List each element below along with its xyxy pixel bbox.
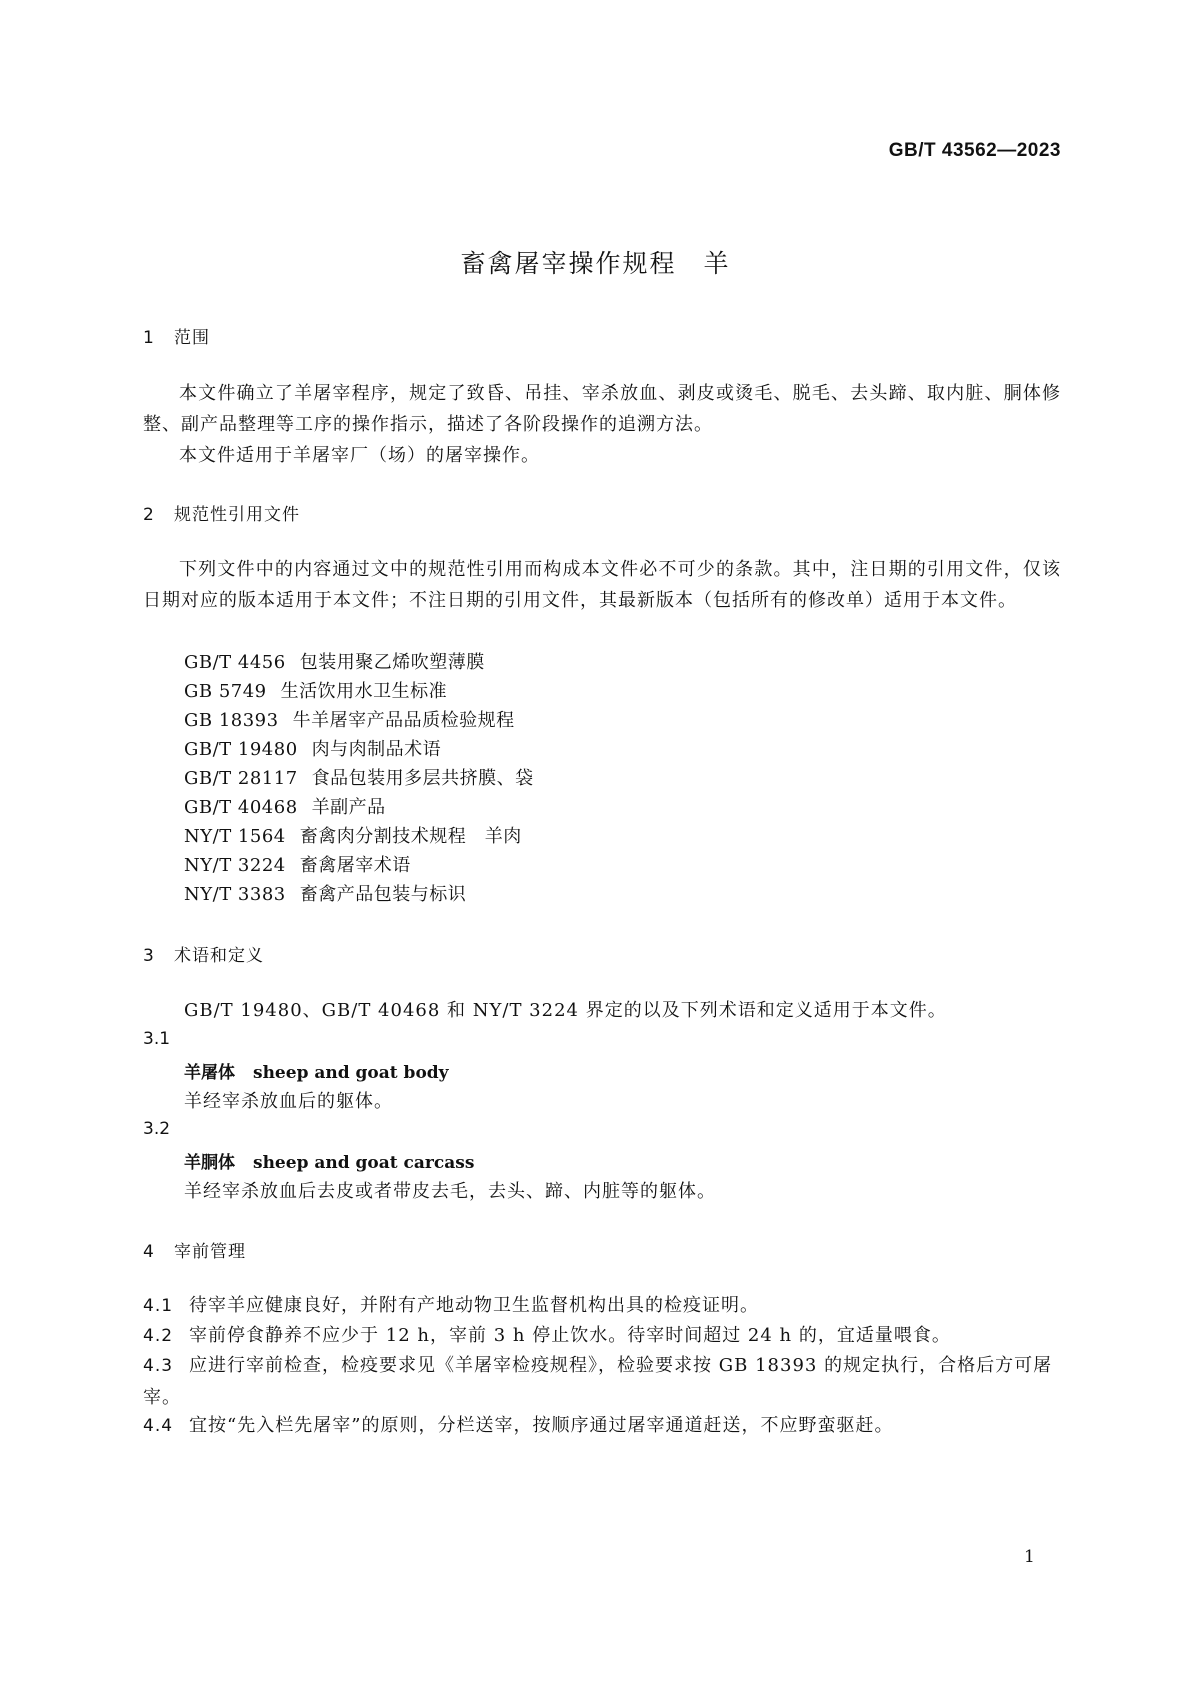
term-en: sheep and goat body [253,1063,449,1083]
reference-code: GB/T 40468 [184,797,298,818]
section-1-heading [143,323,210,348]
term-zh: 羊胴体 [184,1153,235,1173]
reference-item [184,648,485,674]
clause-text: 宰前停食静养不应少于 12 h，宰前 3 h 停止饮水。待宰时间超过 24 h 的，宜适量喂食。 [189,1325,951,1346]
reference-code: NY/T 1564 [184,826,286,847]
clause-4-4 [143,1410,1061,1442]
clause-4-1 [143,1290,1061,1322]
reference-name: 畜禽屠宰术语 [299,855,411,876]
reference-item [184,851,411,877]
reference-name: 生活饮用水卫生标准 [280,681,448,702]
paragraph: 本文件确立了羊屠宰程序，规定了致昏、吊挂、宰杀放血、剥皮或烫毛、脱毛、去头蹄、取内脏、胴体修整、副产品整理等工序的操作指示，描述了各阶段操作的追溯方法。 [143,383,1061,435]
clause-4-3 [143,1350,1061,1413]
section-title: 规范性引用文件 [174,505,300,525]
reference-code: GB 18393 [184,710,279,731]
reference-code: NY/T 3224 [184,855,286,876]
clause-text: 应进行宰前检查，检疫要求见《羊屠宰检疫规程》，检验要求按 GB 18393 的规定执行，合格后方可屠宰。 [143,1355,1053,1408]
clause-text: 宜按“先入栏先屠宰”的原则，分栏送宰，按顺序通过屠宰通道赶送，不应野蛮驱赶。 [189,1415,894,1436]
reference-item [184,706,515,732]
term-title [184,1058,449,1083]
term-definition: 羊经宰杀放血后的躯体。 [184,1091,393,1112]
section-3-intro: GB/T 19480、GB/T 40468 和 NY/T 3224 界定的以及下列术语和定义适用于本文件。 [184,1000,947,1021]
section-number: 1 [143,328,155,348]
term-number: 3.1 [143,1029,171,1049]
reference-name: 包装用聚乙烯吹塑薄膜 [299,652,485,673]
term-title [184,1148,474,1173]
page-number: 1 [1024,1547,1035,1567]
section-title: 范围 [174,328,210,348]
standard-number: GB/T 43562—2023 [888,140,1061,161]
section-title: 宰前管理 [174,1242,246,1262]
section-3-heading [143,941,264,966]
reference-item [184,793,386,819]
reference-item [184,822,522,848]
reference-code: NY/T 3383 [184,884,286,905]
reference-name: 食品包装用多层共挤膜、袋 [311,768,534,789]
section-4-heading [143,1237,246,1262]
reference-name: 牛羊屠宰产品品质检验规程 [292,710,515,731]
section-2-intro [143,554,1061,616]
clause-number: 4.3 [143,1356,174,1376]
section-2-heading [143,500,300,525]
term-number: 3.2 [143,1119,171,1139]
section-number: 3 [143,946,155,966]
clause-number: 4.4 [143,1416,174,1436]
term-definition: 羊经宰杀放血后去皮或者带皮去毛，去头、蹄、内脏等的躯体。 [184,1181,716,1202]
reference-item [184,764,534,790]
reference-code: GB 5749 [184,681,267,702]
reference-item [184,880,466,906]
clause-number: 4.2 [143,1326,174,1346]
reference-item [184,735,441,761]
reference-code: GB/T 19480 [184,739,298,760]
term-en: sheep and goat carcass [253,1153,475,1173]
reference-name: 畜禽产品包装与标识 [299,884,467,905]
paragraph: 下列文件中的内容通过文中的规范性引用而构成本文件必不可少的条款。其中，注日期的引用文件，仅该日期对应的版本适用于本文件；不注日期的引用文件，其最新版本（包括所有的修改单）适用于本文件。 [143,559,1061,611]
reference-code: GB/T 28117 [184,768,298,789]
clause-4-2 [143,1320,1061,1352]
section-number: 4 [143,1242,155,1262]
paragraph: 本文件适用于羊屠宰厂（场）的屠宰操作。 [179,445,540,466]
reference-name: 畜禽肉分割技术规程 羊肉 [299,826,522,847]
section-1-body [143,378,1061,471]
reference-code: GB/T 4456 [184,652,286,673]
reference-name: 肉与肉制品术语 [311,739,442,760]
reference-name: 羊副产品 [311,797,386,818]
section-title: 术语和定义 [174,946,264,966]
clause-text: 待宰羊应健康良好，并附有产地动物卫生监督机构出具的检疫证明。 [189,1295,760,1316]
clause-number: 4.1 [143,1296,174,1316]
section-number: 2 [143,505,155,525]
document-title: 畜禽屠宰操作规程 羊 [460,249,731,278]
term-zh: 羊屠体 [184,1063,235,1083]
reference-item [184,677,447,703]
